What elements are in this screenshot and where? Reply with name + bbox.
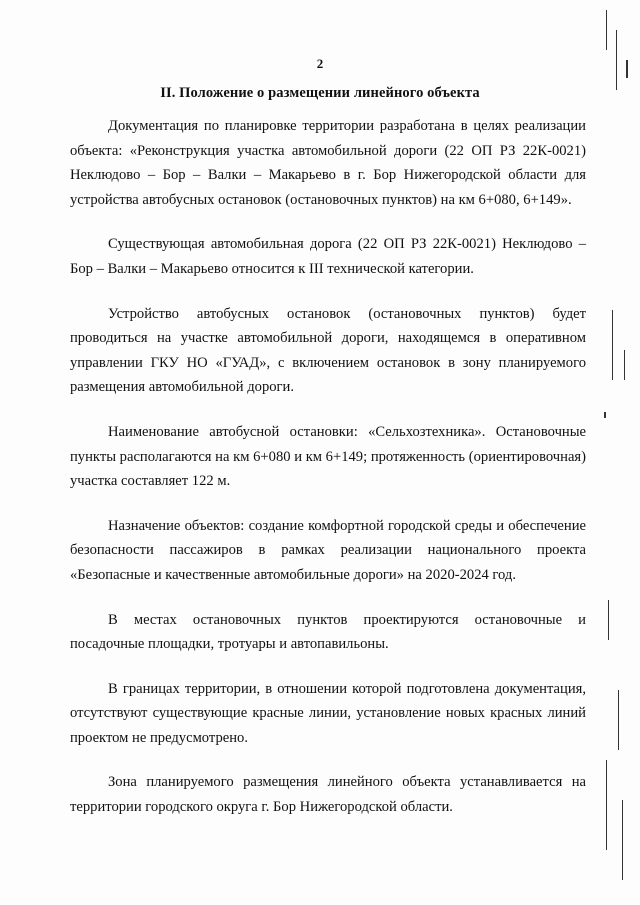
paragraph-purpose: Документация по планировке территории разработана в целях реализации объекта: «Реконструкция участка автомобильной дороги (22 ОП РЗ 22К-0021) Неклюдово – Бор – Валки – Макарьево в г. Бор Нижегородской области для устройства автобусных остановок (остановочных пунктов) на км 6+080, 6+149».	[70, 118, 586, 208]
paragraph-red-lines: В границах территории, в отношении которой подготовлена документация, отсутствуют существующие красные линии, установление новых красных линий проектом не предусмотрено.	[70, 680, 586, 746]
body-text	[70, 114, 586, 840]
paragraph-road-category: Существующая автомобильная дорога (22 ОП РЗ 22К-0021) Неклюдово – Бор – Валки – Макарьево относится к III технической категории.	[70, 236, 586, 277]
paragraph-objective: Назначение объектов: создание комфортной городской среды и обеспечение безопасности пассажиров в рамках реализации национального проекта «Безопасные и качественные автомобильные дороги» на 2020-2024 год.	[70, 517, 586, 583]
scan-margin-artifacts	[596, 0, 640, 905]
paragraph-zone: Зона планируемого размещения линейного объекта устанавливается на территории городского округа г. Бор Нижегородской области.	[70, 774, 586, 816]
paragraph-stop-name: Наименование автобусной остановки: «Сельхозтехника». Остановочные пункты располагаются на км 6+080 и км 6+149; протяженность (ориентировочная) участка составляет 122 м.	[70, 423, 586, 490]
paragraph-bus-stops-construction: Устройство автобусных остановок (остановочных пунктов) будет проводиться на участке автомобильной дороги, находящемся в оперативном управлении ГКУ НО «ГУАД», с включением остановок в зону планируемого размещения автомобильной дороги.	[70, 305, 586, 396]
paragraph-platforms: В местах остановочных пунктов проектируются остановочные и посадочные площадки, тротуары и автопавильоны.	[70, 611, 586, 653]
page-number: 2	[316, 56, 324, 71]
section-title: II. Положение о размещении линейного объекта	[160, 85, 480, 101]
